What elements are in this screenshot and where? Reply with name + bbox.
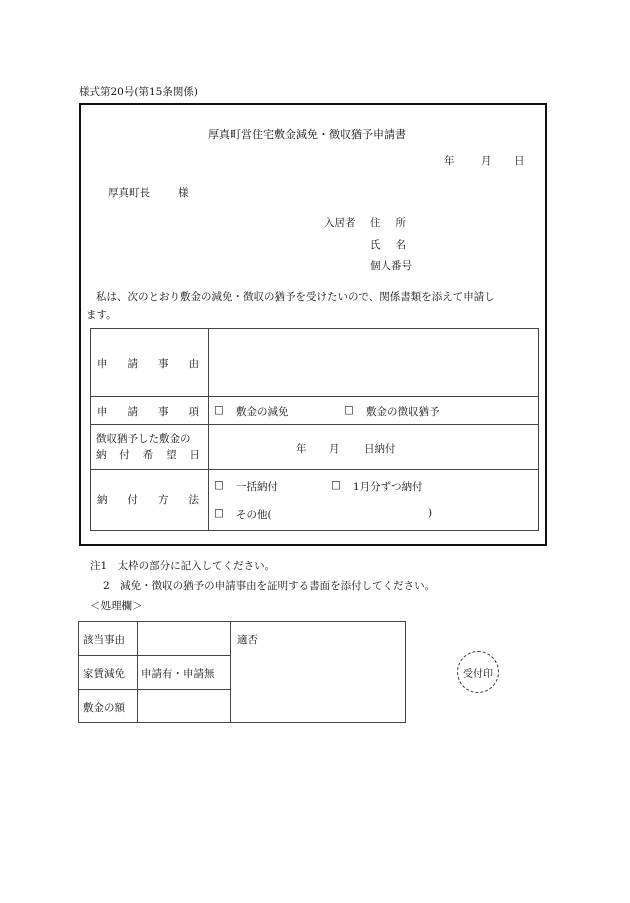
deferral-label-line-1: 徴収猶予した敷金の: [96, 433, 191, 445]
deferral-month: 月: [329, 443, 340, 455]
form-number: 様式第20号(第15条関係): [79, 86, 198, 98]
processing-row-rent: 家賃減免: [83, 668, 125, 680]
date-year: 年: [444, 155, 455, 167]
payment-other-checkbox[interactable]: □: [214, 507, 224, 519]
item-deferral-checkbox[interactable]: □: [344, 404, 354, 416]
reason-field[interactable]: [209, 329, 538, 396]
applicant-role: 入居者: [324, 217, 356, 229]
payment-other-label: その他(: [236, 509, 272, 521]
processing-heading: ＜処理欄＞: [90, 600, 143, 612]
item-reduction-label: 敷金の減免: [236, 406, 289, 418]
deferral-day: 日納付: [364, 443, 396, 455]
processing-row-reason: 該当事由: [83, 634, 125, 646]
addressee-honorific: 様: [178, 187, 189, 199]
reason-label: 申 請 事 由: [97, 358, 199, 370]
payment-monthly-checkbox[interactable]: □: [331, 479, 341, 491]
item-label: 申 請 事 項: [97, 406, 199, 418]
note-1: 注1 太枠の部分に記入してください。: [90, 560, 276, 572]
addressee-name: 厚真町長: [108, 187, 150, 199]
approval-label: 適否: [237, 634, 258, 646]
item-deferral-label: 敷金の徴収猶予: [366, 406, 440, 418]
payment-monthly-label: 1月分ずつ納付: [353, 481, 423, 493]
application-frame: [79, 103, 547, 546]
statement-line-1: 私は、次のとおり敷金の減免・徴収の猶予を受けたいので、関係書類を添えて申請し: [96, 291, 495, 303]
processing-row-deposit: 敷金の額: [83, 702, 125, 714]
payment-lump-checkbox[interactable]: □: [214, 479, 224, 491]
note-2: 2 減免・徴収の猶予の申請事由を証明する書面を添付してください。: [103, 580, 436, 592]
deferral-label-line-2: 納 付 希 望 日: [96, 449, 200, 461]
address-label: 住 所: [370, 217, 406, 229]
reception-stamp: [457, 651, 499, 693]
reception-stamp-label: 受付印: [463, 668, 493, 680]
rent-application-status: 申請有・申請無: [141, 668, 215, 680]
statement-line-2: ます。: [86, 309, 117, 321]
personal-number-label: 個人番号: [370, 260, 412, 272]
name-label: 氏 名: [370, 239, 406, 251]
payment-other-close: ): [428, 507, 433, 519]
deferral-year: 年: [296, 443, 307, 455]
payment-label: 納 付 方 法: [97, 494, 199, 506]
date-day: 日: [514, 155, 525, 167]
form-title: 厚真町営住宅敷金減免・徴収猶予申請書: [208, 128, 406, 141]
date-month: 月: [481, 155, 492, 167]
item-reduction-checkbox[interactable]: □: [214, 404, 224, 416]
payment-lump-label: 一括納付: [236, 481, 278, 493]
